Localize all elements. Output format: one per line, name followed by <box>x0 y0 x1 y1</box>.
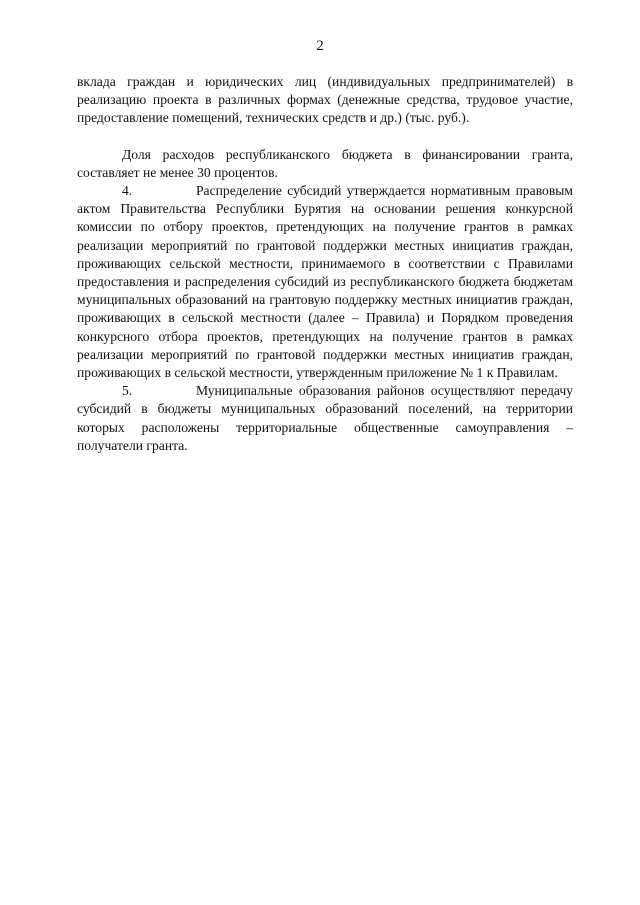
paragraph-text: Доля расходов республиканского бюджета в финансировании гранта, составляет не менее 30 процентов. <box>77 146 573 180</box>
paragraph-text: Распределение субсидий утверждается нормативным правовым актом Правительства Республики Бурятия на основании решения конкурсной комиссии по отбору проектов, претендующих на получение грантов в рамках реализации мероприятий по грантовой поддержки местных инициатив граждан, проживающих сельской местности, принимаемого в соответствии с Правилами предоставления и распределения субсидий из республиканского бюджета бюджетам муниципальных образований на грантовую поддержку местных инициатив граждан, проживающих в сельской местности (далее – Правила) и Порядком проведения конкурсного отбора проектов, претендующих на получение грантов в рамках реализации мероприятий по грантовой поддержки местных инициатив граждан, проживающих в сельской местности, утвержденным приложение № 1 к Правилам. <box>77 183 573 381</box>
paragraph-item-4 <box>77 182 573 382</box>
paragraph-share-of-budget <box>77 146 573 182</box>
paragraph-text: Муниципальные образования районов осуществляют передачу субсидий в бюджеты муниципальных образований поселений, на территории которых расположены территориальные общественные самоуправления – получатели гранта. <box>77 383 573 453</box>
paragraph-text: вклада граждан и юридических лиц (индивидуальных предпринимателей) в реализацию проекта в различных формах (денежные средства, трудовое участие, предоставление помещений, технических средств и др.) (тыс. руб.). <box>77 74 573 126</box>
paragraph-item-5 <box>77 382 573 455</box>
paragraph-number: 5. <box>122 383 133 399</box>
page-number: 2 <box>316 38 324 54</box>
paragraph-continuation <box>77 73 573 128</box>
document-body <box>77 73 573 455</box>
paragraph-number: 4. <box>122 183 133 199</box>
